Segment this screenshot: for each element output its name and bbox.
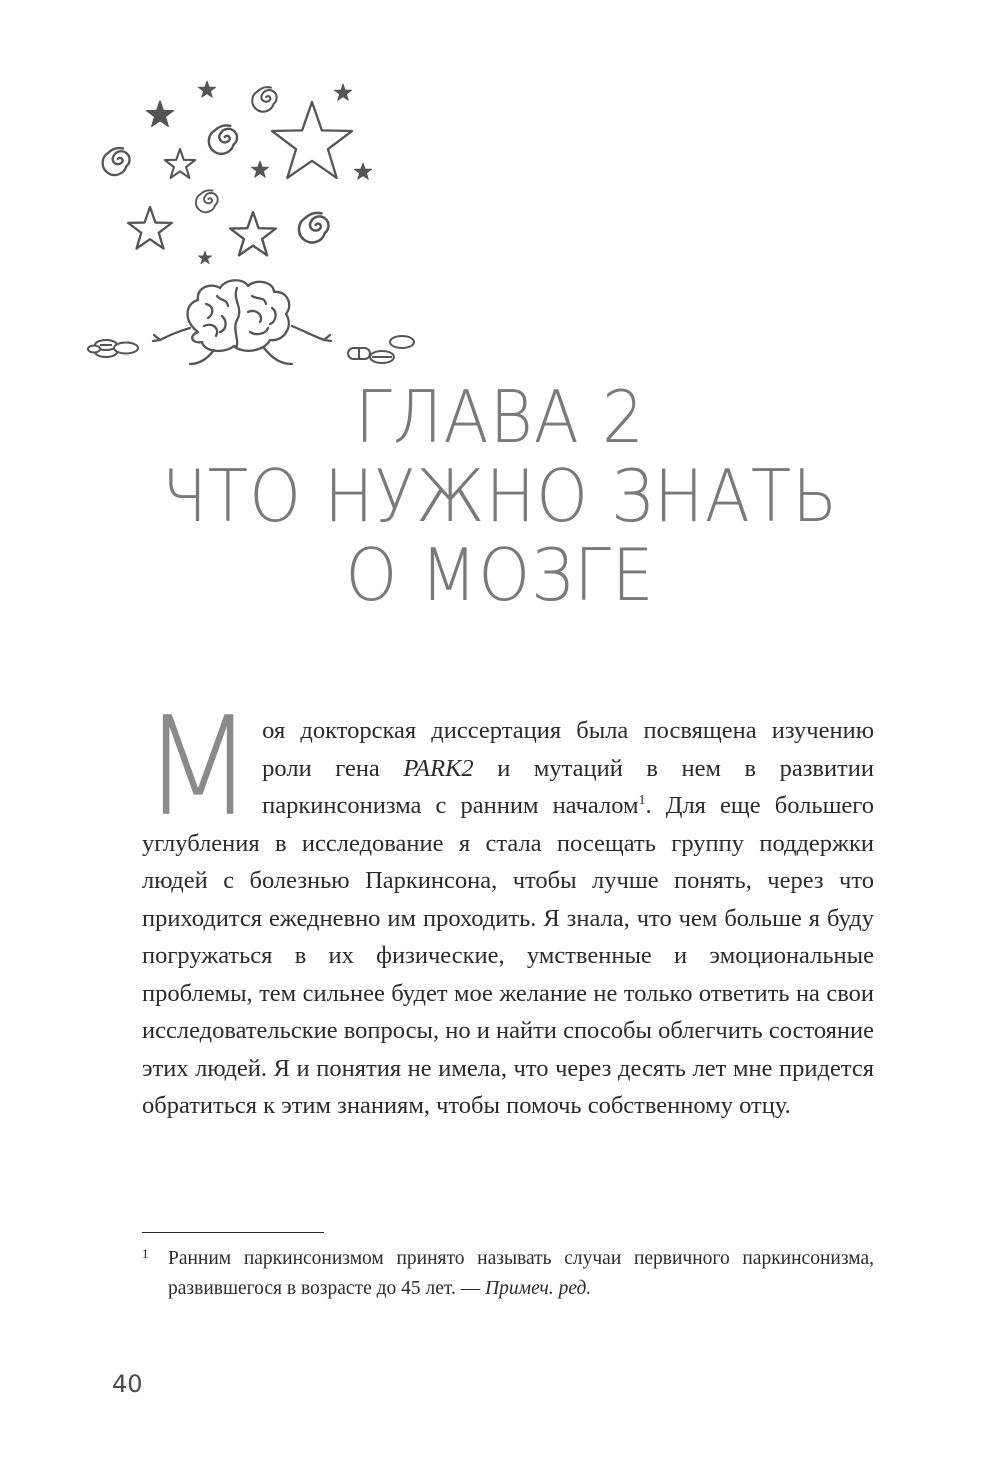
star-icon bbox=[251, 161, 268, 177]
star-icon bbox=[198, 251, 211, 264]
footnote-mark: 1 bbox=[142, 1246, 149, 1261]
footnote-divider bbox=[142, 1232, 324, 1233]
gene-name: PARK2 bbox=[403, 754, 474, 782]
spiral-icon bbox=[299, 213, 329, 243]
pills-icon bbox=[348, 336, 414, 363]
star-icon bbox=[354, 163, 371, 179]
brain-icon bbox=[153, 280, 331, 364]
body-text-part-3: . Для еще большего углубления в исследование я стала посещать группу поддержки людей с болезнью Паркинсона, чтобы лучше понять, через что приходится ежедневно им проходить. Я знала, что чем больше я буду погружаться в их физические, умственные и эмоциональные проблемы, тем сильнее будет мое желание не только ответить на свои исследовательские вопросы, но и найти способы облегчить состояние этих людей. Я и понятия не имела, что через десять лет мне придется обратиться к этим знаниям, чтобы помочь собственному отцу. bbox=[142, 792, 874, 1119]
body-text-part-2: и мутаций в нем в развитии паркинсонизма с ранним началом bbox=[262, 754, 874, 819]
footnote-body bbox=[142, 1244, 874, 1304]
footnote-text: Ранним паркинсонизмом принято называть случаи первичного паркинсонизма, развившегося в возрасте до 45 лет. — bbox=[168, 1248, 874, 1299]
chapter-name-line-1: ЧТО НУЖНО ЗНАТЬ bbox=[161, 453, 839, 539]
spiral-icon bbox=[103, 148, 130, 175]
chapter-number: ГЛАВА 2 bbox=[355, 374, 645, 460]
drop-cap: М bbox=[142, 686, 255, 847]
chapter-name-line-2: О МОЗГЕ bbox=[345, 533, 655, 618]
star-outline-icon bbox=[272, 102, 352, 178]
footnote-reference[interactable]: 1 bbox=[638, 792, 646, 808]
brain-illustration bbox=[80, 60, 440, 380]
star-icon bbox=[334, 84, 351, 100]
star-icon bbox=[147, 101, 174, 126]
spiral-icon bbox=[252, 87, 276, 111]
body-paragraph bbox=[142, 686, 874, 1125]
page-number: 40 bbox=[112, 1370, 143, 1398]
spiral-icon bbox=[196, 190, 218, 212]
footnote bbox=[142, 1244, 874, 1304]
chapter-title bbox=[0, 374, 1000, 618]
star-outline-icon bbox=[165, 149, 195, 178]
body-text-part-1: оя докторская диссертация была посвящена изучению роли гена bbox=[262, 717, 874, 782]
editor-note: Примеч. ред. bbox=[485, 1278, 592, 1299]
pills-icon bbox=[88, 340, 138, 357]
star-icon bbox=[198, 81, 215, 97]
star-outline-icon bbox=[230, 212, 276, 255]
star-outline-icon bbox=[128, 207, 172, 249]
spiral-icon bbox=[209, 125, 237, 153]
